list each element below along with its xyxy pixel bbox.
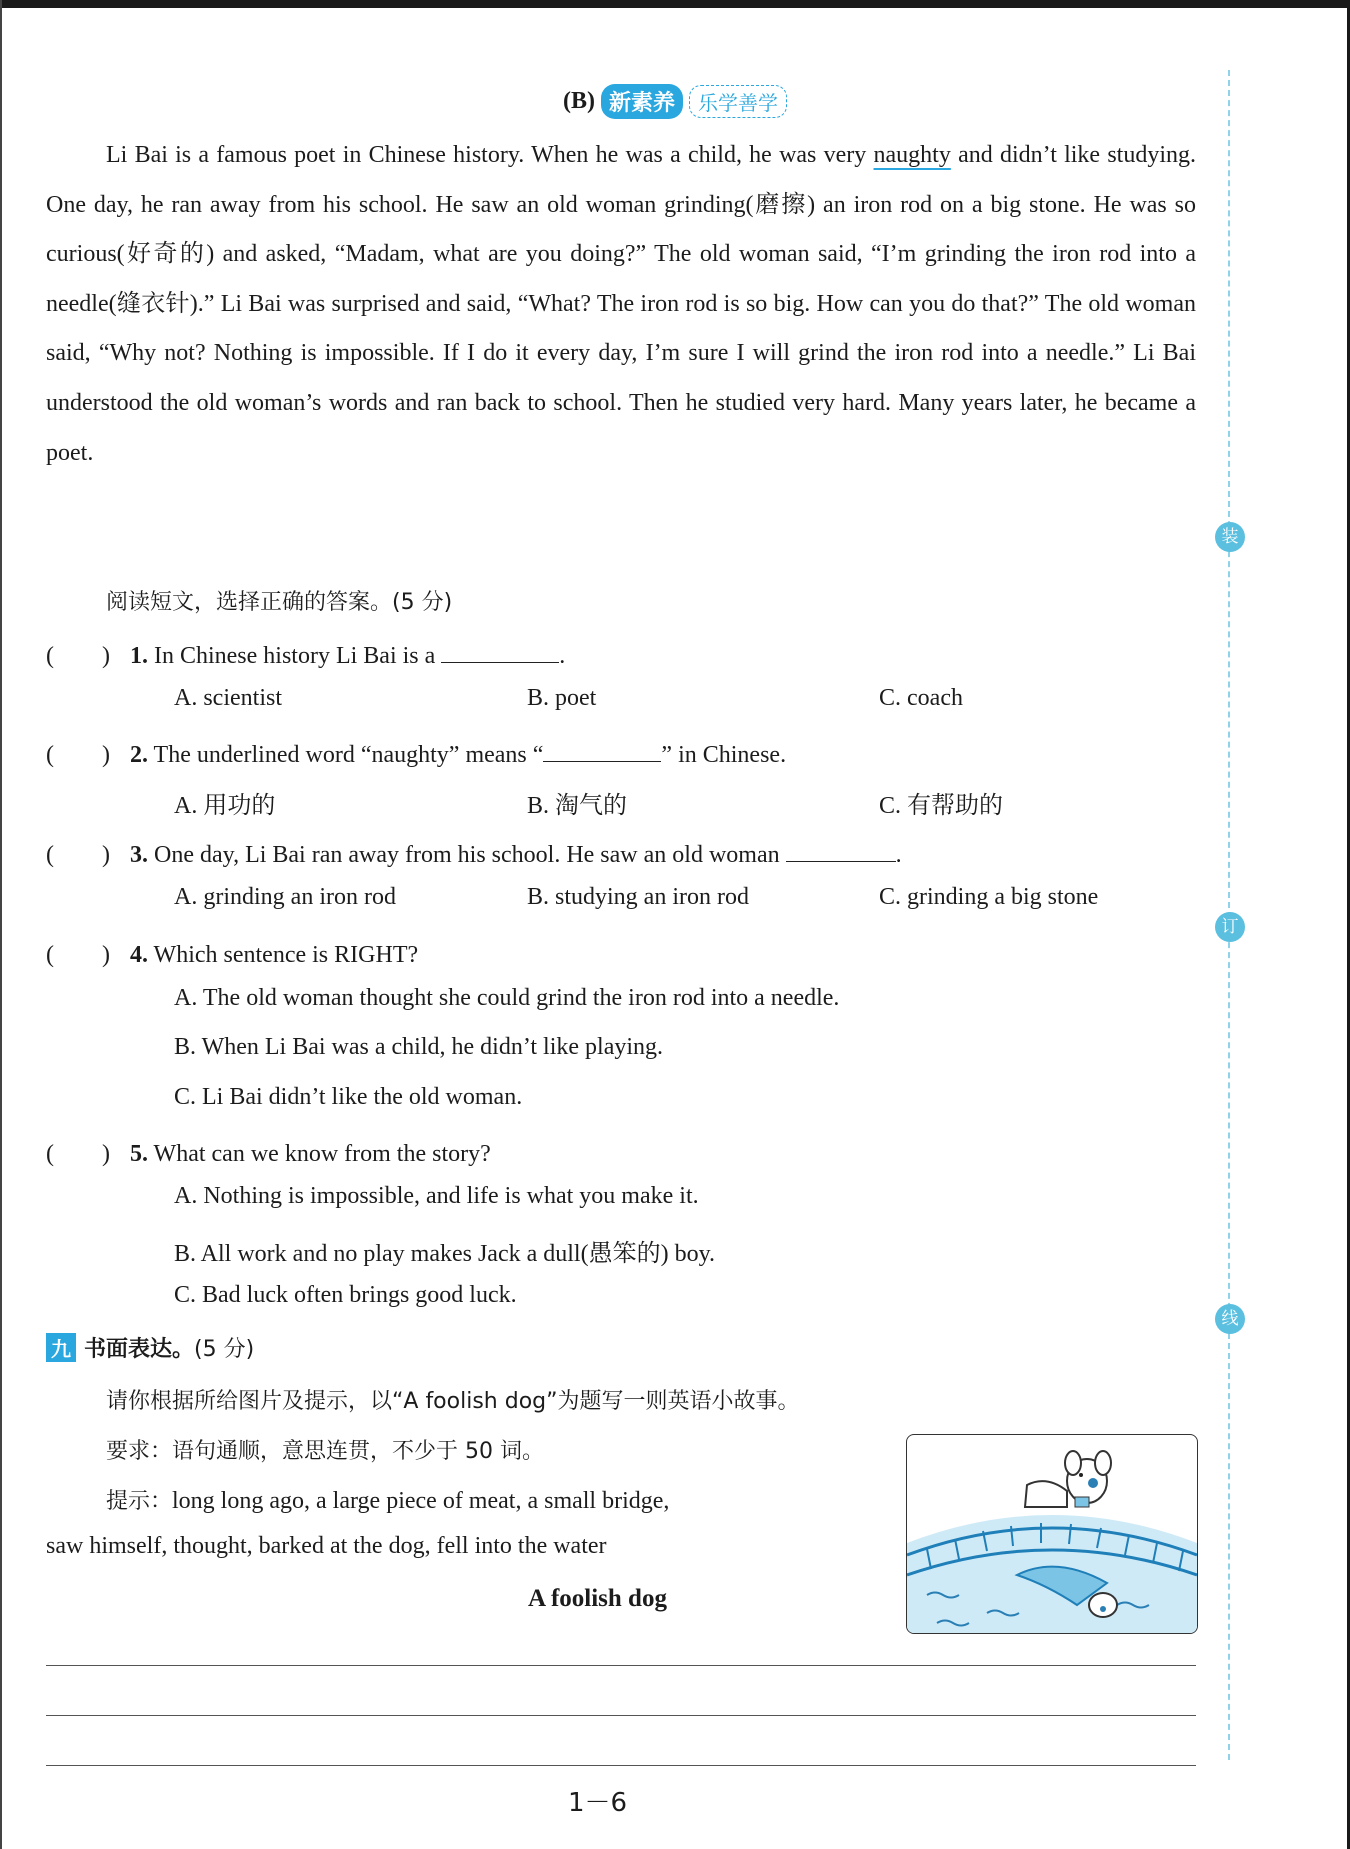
reading-passage	[46, 131, 1196, 478]
option-a: A. scientist	[174, 685, 282, 711]
binding-mark-3: 线	[1215, 1304, 1245, 1334]
question-4	[46, 934, 418, 969]
instruction: 阅读短文，选择正确的答案。(5 分)	[106, 590, 453, 615]
badge-label: 新素养	[601, 84, 683, 119]
question-2	[46, 734, 786, 769]
question-number: 2.	[129, 742, 148, 768]
question-stem: Which sentence is RIGHT?	[147, 942, 419, 968]
page-border-left	[0, 0, 2, 1849]
question-stem: One day, Li Bai ran away from his school. He saw an old woman	[147, 842, 786, 868]
binding-mark-1: 装	[1215, 522, 1245, 552]
section-number-icon: 九	[46, 1333, 76, 1362]
option-b: B. When Li Bai was a child, he didn’t like playing.	[174, 1034, 664, 1060]
writing-line-3[interactable]	[46, 1765, 1196, 1766]
option-a: A. 用功的	[174, 793, 276, 819]
answer-bracket[interactable]: ( )	[46, 1141, 110, 1167]
writing-task: 请你根据所给图片及提示，以“A foolish dog”为题写一则英语小故事。	[106, 1389, 800, 1414]
answer-blank[interactable]	[441, 642, 559, 663]
writing-line-2[interactable]	[46, 1715, 1196, 1716]
section-score: (5 分)	[194, 1337, 255, 1362]
answer-bracket[interactable]: ( )	[46, 742, 110, 768]
answer-bracket[interactable]: ( )	[46, 842, 110, 868]
option-b: B. All work and no play makes Jack a dull(愚笨的) boy.	[174, 1241, 716, 1267]
answer-blank[interactable]	[543, 741, 661, 762]
section-title: 书面表达。	[84, 1337, 195, 1362]
option-c: C. 有帮助的	[879, 793, 1004, 819]
question-1	[46, 635, 565, 670]
answer-blank[interactable]	[786, 841, 896, 862]
page-border-top	[0, 0, 1350, 8]
question-stem: In Chinese history Li Bai is a	[147, 643, 442, 669]
question-3	[46, 834, 902, 869]
story-title: A foolish dog	[528, 1585, 667, 1612]
underlined-word: naughty	[873, 142, 951, 168]
page-number: 1－6	[567, 1788, 628, 1818]
writing-hint-line-1	[106, 1484, 669, 1515]
question-stem: What can we know from the story?	[147, 1141, 491, 1167]
hint-text-1: long long ago, a large piece of meat, a small bridge,	[172, 1488, 670, 1514]
part-label: (B)	[562, 88, 595, 114]
option-a: A. grinding an iron rod	[174, 884, 396, 910]
option-b: B. 淘气的	[527, 793, 628, 819]
answer-bracket[interactable]: ( )	[46, 643, 110, 669]
option-c: C. Li Bai didn’t like the old woman.	[174, 1084, 523, 1110]
question-number: 3.	[129, 842, 148, 868]
question-number: 4.	[129, 942, 148, 968]
question-stem-end: ” in Chinese.	[661, 742, 787, 768]
option-b: B. studying an iron rod	[527, 884, 749, 910]
binding-mark-2: 订	[1215, 912, 1245, 942]
question-number: 5.	[129, 1141, 148, 1167]
option-c: C. coach	[879, 685, 963, 711]
badge-sublabel: 乐学善学	[689, 85, 787, 118]
writing-hint-line-2: saw himself, thought, barked at the dog, fell into the water	[46, 1533, 607, 1559]
question-stem-end: .	[559, 643, 566, 669]
section-header	[0, 84, 1350, 119]
passage-part-1: Li Bai is a famous poet in Chinese history. When he was a child, he was very	[106, 142, 874, 168]
question-number: 1.	[129, 643, 148, 669]
option-c: C. Bad luck often brings good luck.	[174, 1282, 517, 1308]
passage-part-2: and didn’t like studying. One day, he ran away from his school. He saw an old woman grinding(磨擦) an iron rod on a big stone. He was so curious(好奇的) and asked, “Madam, what are you doing?” The old woman said, “I’m grinding the iron rod into a needle(缝衣针).” Li Bai was surprised and said, “What? The iron rod is so big. How can you do that?” The old woman said, “Why not? Nothing is impossible. If I do it every day, I’m sure I will grind the iron rod into a needle.” Li Bai understood the old woman’s words and ran back to school. Then he studied very hard. Many years later, he became a poet.	[46, 142, 1196, 466]
question-stem-end: .	[895, 842, 902, 868]
answer-bracket[interactable]: ( )	[46, 942, 110, 968]
writing-section-header	[46, 1332, 254, 1363]
option-a: A. The old woman thought she could grind the iron rod into a needle.	[174, 985, 840, 1011]
option-b: B. poet	[527, 685, 597, 711]
question-stem: The underlined word “naughty” means “	[147, 742, 544, 768]
option-c: C. grinding a big stone	[879, 884, 1099, 910]
question-5	[46, 1133, 491, 1168]
option-a: A. Nothing is impossible, and life is what you make it.	[174, 1183, 699, 1209]
writing-line-1[interactable]	[46, 1665, 1196, 1666]
hint-label: 提示：	[106, 1489, 173, 1514]
writing-requirement: 要求：语句通顺，意思连贯，不少于 50 词。	[106, 1439, 544, 1464]
